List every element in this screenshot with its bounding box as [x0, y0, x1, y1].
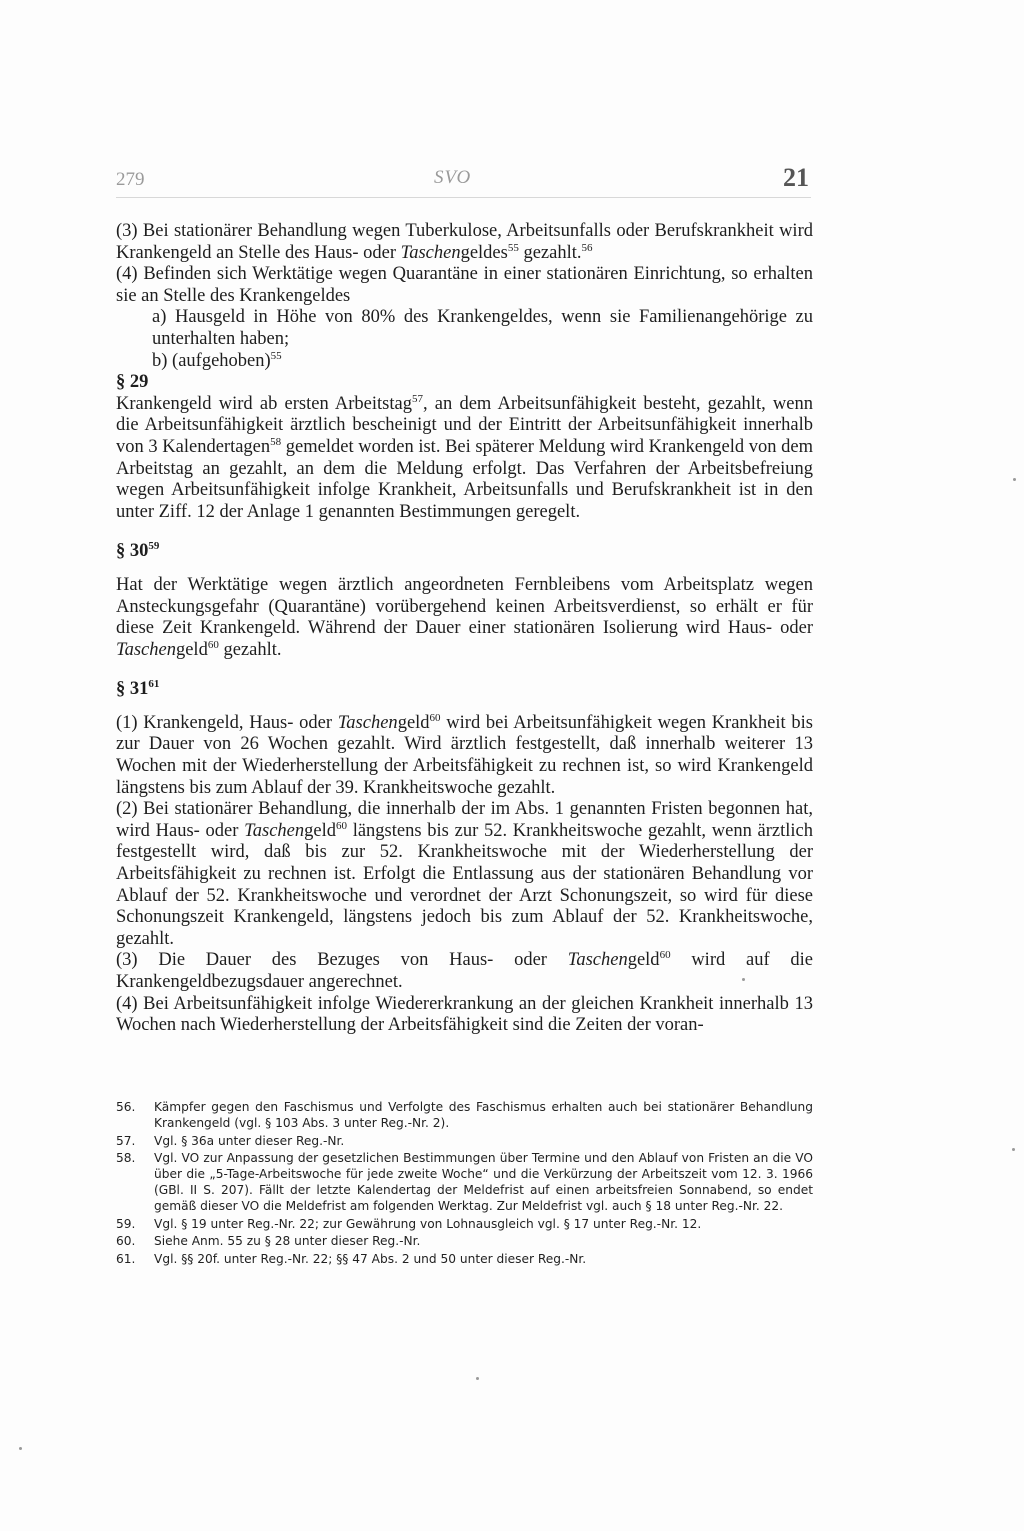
section-heading-30: § $30^{59}$ — [116, 540, 160, 562]
list-item-b: b) (aufgehoben)$^{55}$ — [152, 349, 282, 371]
paragraph-31-4: (4) Bei Arbeitsunfähigkeit infolge Wiedererkrankung an der gleichen Krankheit innerhalb 13 Wochen nach Wiederherstellung der Arbeitsfähigkeit sind die Zeiten der voran- — [116, 993, 813, 1036]
paragraph-28-4: (4) Befinden sich Werktätige wegen Quarantäne in einer stationären Einrichtung, so erhalten sie an Stelle des Krankengeldes — [116, 264, 813, 306]
paragraph-31-2: (2) Bei stationärer Behandlung, die innerhalb der im Abs. 1 genannten Fristen begonnen hat, wird Haus- oder Taschengeld$^{60}$ längstens bis zur 52. Krankheitswoche gezahlt, wenn ärztlich festgestellt wird, daß bis zur 52. Krankheitswoche mit der Wiederherstellung der Arbeitsfähigkeit zu rechnen ist. Erfolgt die Entlassung aus der stationären Behandlung vor Ablauf der 52. Krankheitswoche und verordnet der Arzt Schonungszeit, so wird für diese Schonungszeit Krankengeld, längstens jedoch bis zum Ablauf der 52. Krankheitswoche, gezahlt. — [116, 799, 814, 949]
section-heading-29: § 29 — [116, 372, 149, 393]
page-header — [116, 163, 811, 198]
section-heading-31: § $31^{61}$ — [116, 678, 160, 700]
footnote: 61. Vgl. §§ 20f. unter Reg.-Nr. 22; §§ 47 Abs. 2 und 50 unter dieser Reg.-Nr. — [116, 1252, 587, 1267]
footnote: 56. Kämpfer gegen den Faschismus und Verfolgte des Faschismus erhalten auch bei stationärer Behandlung Krankengeld (vgl. § 103 Abs. 3 unter Reg.-Nr. 2). — [116, 1100, 813, 1130]
paragraph-31-3: (3) Die Dauer des Bezuges von Haus- oder Taschengeld$^{60}$ wird auf die Krankengeldbezugsdauer angerechnet. — [116, 949, 813, 992]
list-item-a: a) Hausgeld in Höhe von 80% des Krankengeldes, wenn sie Familienangehörige zu unterhalten haben; — [152, 307, 813, 349]
footnote: 60. Siehe Anm. 55 zu § 28 unter dieser Reg.-Nr. — [116, 1234, 421, 1249]
footnotes — [116, 1100, 813, 1270]
footnote: 59. Vgl. § 19 unter Reg.-Nr. 22; zur Gewährung von Lohnausgleich vgl. § 17 unter Reg.-Nr. 12. — [116, 1216, 702, 1231]
scan-speck — [742, 978, 745, 981]
scan-speck — [1013, 478, 1016, 481]
footnote: 58. Vgl. VO zur Anpassung der gesetzlichen Bestimmungen über Termine und den Ablauf von Fristen an die VO über die „5-Tage-Arbeitswoche für jede zweite Woche“ und die Verkürzung der Arbeitszeit vom 12. 3. 1966 (GBl. II S. 207). Fällt der letzte Kalendertag der Meldefrist auf einen arbeitsfreien Sonnabend, so endet gemäß dieser VO die Meldefrist am folgenden Werktag. Zur Meldefrist vgl. auch § 18 unter Reg.-Nr. 22. — [116, 1151, 813, 1213]
scan-speck — [19, 1447, 22, 1450]
scan-speck — [1012, 1148, 1015, 1151]
paragraph-31-1: (1) Krankengeld, Haus- oder Taschengeld$^{60}$ wird bei Arbeitsunfähigkeit wegen Krankheit bis zur Dauer von 26 Wochen gezahlt. Wird ärztlich festgestellt, daß innerhalb weiterer 13 Wochen mit der Wiederherstellung der Arbeitsfähigkeit zu rechnen ist, so wird Krankengeld längstens bis zum Ablauf der 39. Krankheitswoche gezahlt. — [116, 711, 813, 798]
main-text — [116, 221, 813, 1037]
running-title: SVO — [434, 167, 472, 188]
footnote: 57. Vgl. § 36a unter dieser Reg.-Nr. — [116, 1133, 345, 1148]
paragraph-29: Krankengeld wird ab ersten Arbeitstag$^{57}$, an dem Arbeitsunfähigkeit besteht, gezahlt, wenn die Arbeitsunfähigkeit ärztlich bescheinigt und der Eintritt der Arbeitsunfähigkeit innerhalb von 3 Kalendertagen$^{58}$ gemeldet worden ist. Bei späterer Meldung wird Krankengeld von dem Arbeitstag an gezahlt, an dem die Meldung erfolgt. Das Verfahren der Arbeitsbefreiung wegen Arbeitsunfähigkeit infolge Krankheit, Arbeitsunfalls und Berufskrankheit ist in den unter Ziff. 12 der Anlage 1 genannten Bestimmungen geregelt. — [116, 392, 814, 522]
section-number: 21 — [783, 163, 809, 192]
scan-speck — [476, 1377, 479, 1380]
page-number: 279 — [116, 169, 145, 190]
paragraph-30: Hat der Werktätige wegen ärztlich angeordneten Fernbleibens vom Arbeitsplatz wegen Ansteckungsgefahr (Quarantäne) vorübergehend keinen Arbeitsverdienst, so erhält er für diese Zeit Krankengeld. Während der Dauer einer stationären Isolierung wird Haus- oder Taschengeld$^{60}$ gezahlt. — [116, 574, 813, 660]
paragraph-28-3: (3) Bei stationärer Behandlung wegen Tuberkulose, Arbeitsunfalls oder Berufskrankheit wird Krankengeld an Stelle des Haus- oder Taschengeldes$^{55}$ gezahlt.$^{56}$ — [116, 221, 813, 263]
